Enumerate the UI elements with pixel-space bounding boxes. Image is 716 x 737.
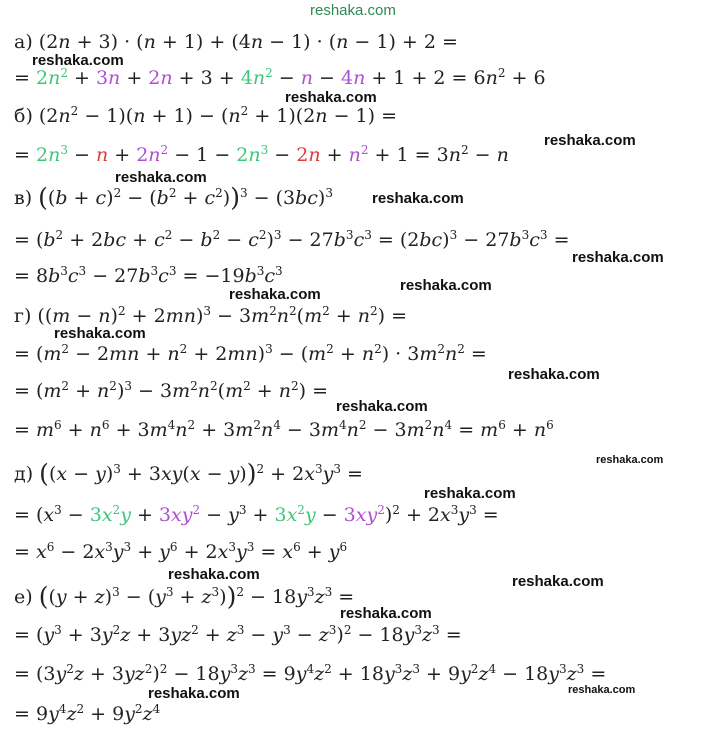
line-d-3: = $x^6 - 2x^3y^3 + y^6 + 2x^3y^3 = x^6 + y^6$: [14, 540, 348, 563]
watermark-top: reshaka.com: [310, 2, 396, 19]
line-v-2: = $(b^2 + 2bc + c^2 - b^2 - c^2)^3 - 27b^3c^3 = (2bc)^3 - 27b^3c^3$ =: [14, 228, 570, 251]
watermark: reshaka.com: [168, 566, 260, 583]
label-v: в): [14, 187, 33, 209]
line-b-1: б) $(2n^2 - 1)(n + 1) - (n^2 + 1)(2n - 1)$ =: [14, 104, 398, 127]
watermark: reshaka.com: [340, 605, 432, 622]
line-e-3: = $(3y^2z + 3yz^2)^2 - 18y^3z^3 = 9y^4z^2 + 18y^3z^3 + 9y^2z^4 - 18y^3z^3$ =: [14, 662, 607, 685]
line-v-1: в) $((b + c)^2 - (b^2 + c^2))^3 - (3bc)^3$: [14, 183, 333, 212]
line-e-1: е) $((y + z)^3 - (y^3 + z^3))^2 - 18y^3z^3$ =: [14, 582, 355, 611]
watermark: reshaka.com: [336, 398, 428, 415]
watermark: reshaka.com: [285, 89, 377, 106]
line-d-2: = $(x^3 - 3x^2y + 3xy^2 - y^3 + 3x^2y - 3xy^2)^2 + 2x^3y^3$ =: [14, 503, 499, 526]
label-d: д): [14, 463, 34, 485]
watermark: reshaka.com: [544, 132, 636, 149]
line-d-1: д) $((x - y)^3 + 3xy(x - y))^2 + 2x^3y^3$ =: [14, 459, 363, 488]
label-a: а): [14, 31, 33, 53]
watermark: reshaka.com: [229, 286, 321, 303]
line-a-2: = $2n^2 + 3n + 2n + 3 + 4n^2 - n - 4n + 1 + 2 = 6n^2 + 6$: [14, 66, 546, 89]
watermark: reshaka.com: [512, 573, 604, 590]
line-g-1: г) $((m - n)^2 + 2mn)^3 - 3m^2n^2(m^2 + n^2)$ =: [14, 304, 408, 327]
watermark: reshaka.com: [424, 485, 516, 502]
watermark: reshaka.com: [572, 249, 664, 266]
label-b: б): [14, 105, 33, 127]
watermark: reshaka.com: [596, 454, 664, 466]
line-e-4: = $9y^4z^2 + 9y^2z^4$: [14, 702, 161, 725]
watermark: reshaka.com: [115, 169, 207, 186]
watermark: reshaka.com: [400, 277, 492, 294]
line-v-3: = $8b^3c^3 - 27b^3c^3 = -19b^3c^3$: [14, 264, 283, 287]
line-g-3: = $(m^2 + n^2)^3 - 3m^2n^2(m^2 + n^2)$ =: [14, 379, 329, 402]
line-e-2: = $(y^3 + 3y^2z + 3yz^2 + z^3 - y^3 - z^3)^2 - 18y^3z^3$ =: [14, 623, 462, 646]
watermark: reshaka.com: [568, 684, 636, 696]
line-g-4: = $m^6 + n^6 + 3m^4n^2 + 3m^2n^4 - 3m^4n^2 - 3m^2n^4 = m^6 + n^6$: [14, 418, 554, 441]
line-g-2: = $(m^2 - 2mn + n^2 + 2mn)^3 - (m^2 + n^2) \cdot 3m^2n^2$ =: [14, 342, 487, 365]
watermark: reshaka.com: [54, 325, 146, 342]
line-b-2: = $2n^3 - n + 2n^2 - 1 - 2n^3 - 2n + n^2 + 1 = 3n^2 - n$: [14, 143, 509, 166]
watermark: reshaka.com: [32, 52, 124, 69]
label-e: е): [14, 586, 33, 608]
label-g: г): [14, 305, 32, 327]
watermark: reshaka.com: [372, 190, 464, 207]
line-a-1: а) (2n + 3) · (n + 1) + (4n − 1) · (n − 1) + 2 =: [14, 31, 458, 53]
watermark: reshaka.com: [148, 685, 240, 702]
watermark: reshaka.com: [508, 366, 600, 383]
